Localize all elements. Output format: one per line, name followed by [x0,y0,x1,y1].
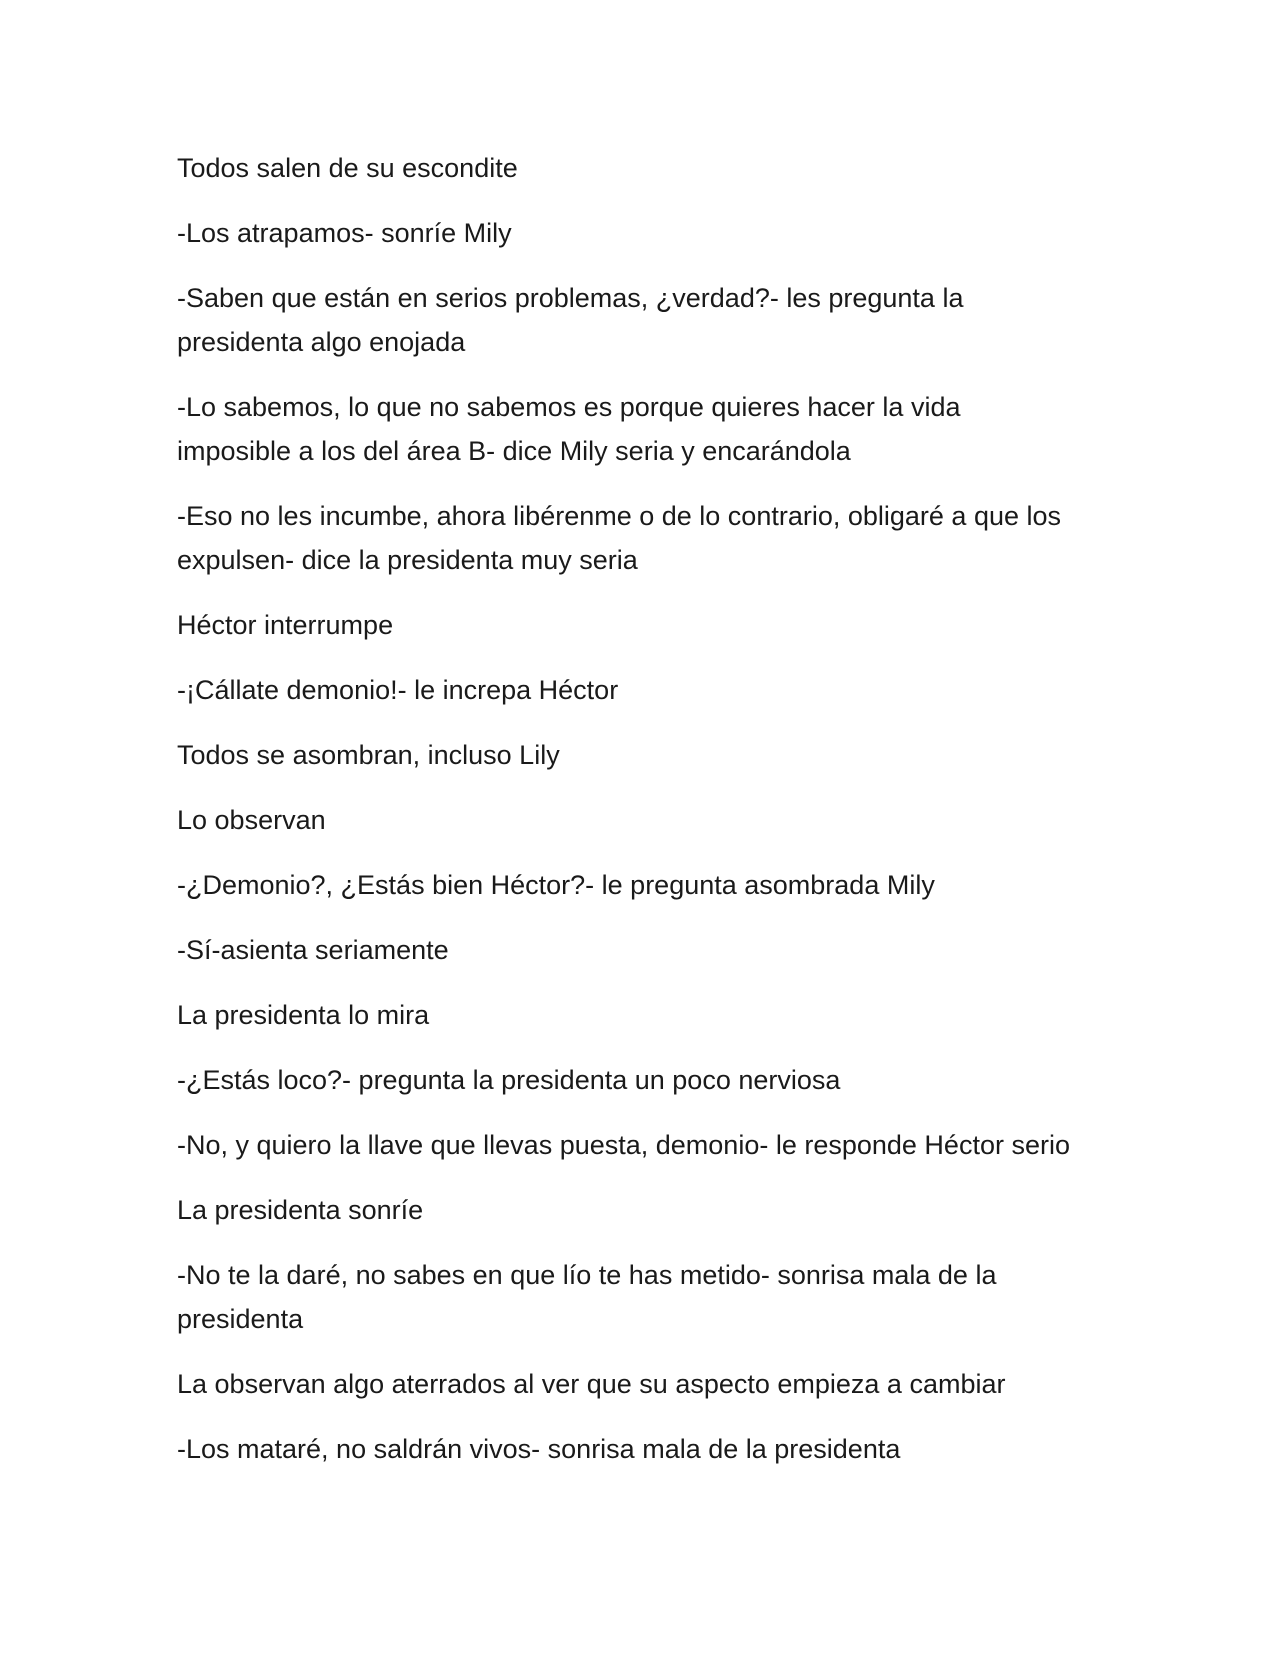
paragraph: -Saben que están en serios problemas, ¿verdad?- les pregunta la presidenta algo enojada [177,283,964,357]
paragraph: -No te la daré, no sabes en que lío te has metido- sonrisa mala de la presidenta [177,1260,997,1334]
paragraph: -¡Cállate demonio!- le increpa Héctor [177,675,619,705]
paragraph: -¿Estás loco?- pregunta la presidenta un poco nerviosa [177,1065,841,1095]
paragraph: Héctor interrumpe [177,610,394,640]
paragraph: -¿Demonio?, ¿Estás bien Héctor?- le pregunta asombrada Mily [177,870,935,900]
paragraph: La presidenta sonríe [177,1195,424,1225]
paragraph: Todos se asombran, incluso Lily [177,740,560,770]
paragraph: -Lo sabemos, lo que no sabemos es porque quieres hacer la vida imposible a los del área B- dice Mily seria y encarándola [177,392,961,466]
paragraph: Lo observan [177,805,326,835]
paragraph: -No, y quiero la llave que llevas puesta, demonio- le responde Héctor serio [177,1130,1070,1160]
paragraph: -Sí-asienta seriamente [177,935,449,965]
paragraph: Todos salen de su escondite [177,153,518,183]
paragraph: -Los mataré, no saldrán vivos- sonrisa mala de la presidenta [177,1434,901,1464]
paragraph: La presidenta lo mira [177,1000,430,1030]
document-body [177,146,1077,1492]
paragraph: -Eso no les incumbe, ahora libérenme o de lo contrario, obligaré a que los expulsen- dice la presidenta muy seria [177,501,1062,575]
paragraph: -Los atrapamos- sonríe Mily [177,218,512,248]
paragraph: La observan algo aterrados al ver que su aspecto empieza a cambiar [177,1369,1006,1399]
